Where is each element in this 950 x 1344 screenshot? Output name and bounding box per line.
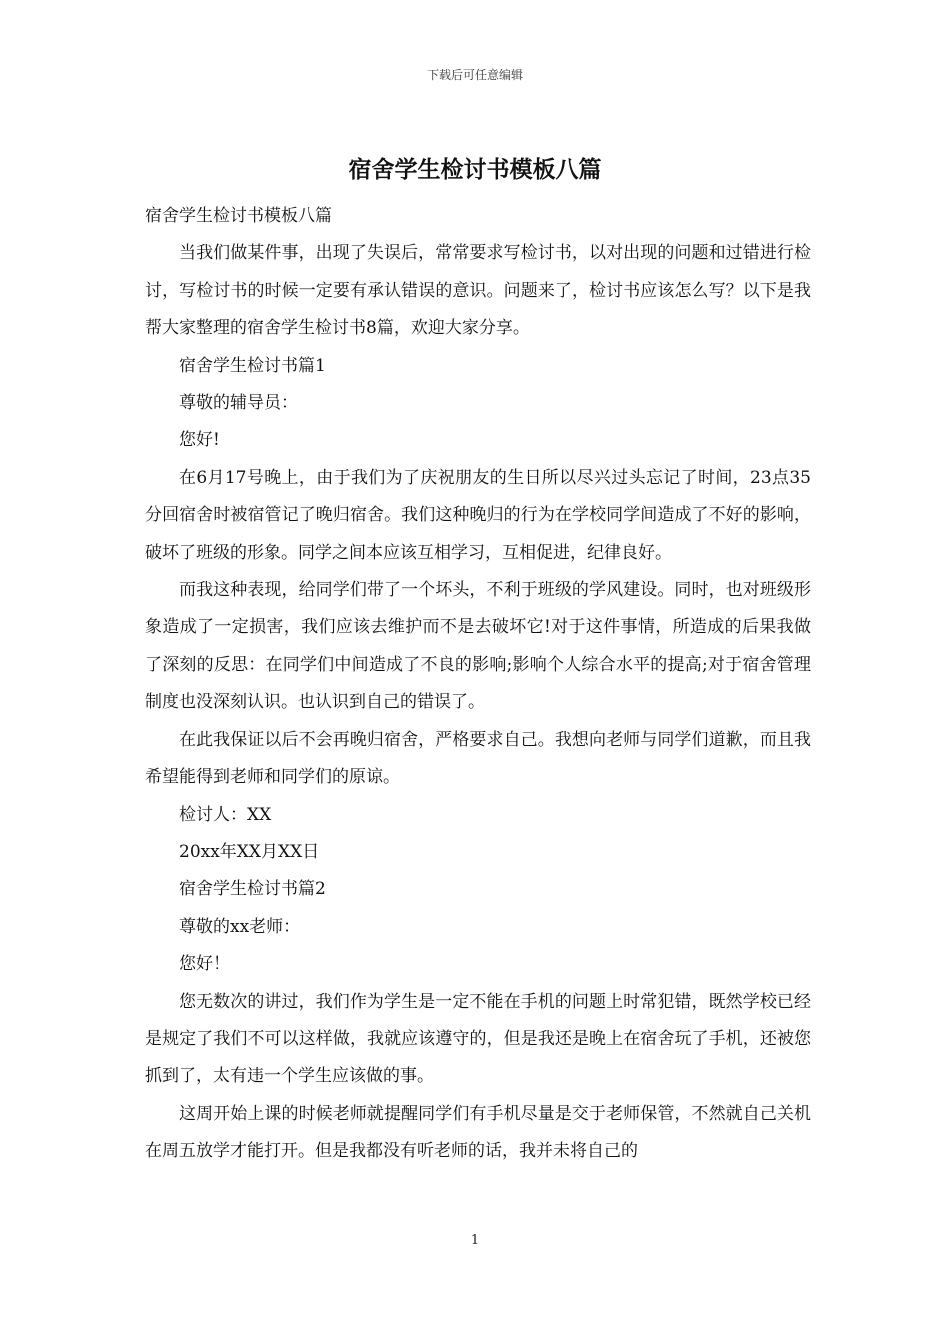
section-heading-2: 宿舍学生检讨书篇2 <box>179 879 326 900</box>
salutation-2: 尊敬的xx老师： <box>179 916 301 937</box>
greeting-2: 您好！ <box>179 954 230 975</box>
page-header-note: 下载后可任意编辑 <box>426 68 523 82</box>
greeting-1: 您好! <box>179 430 220 451</box>
paragraph-body: 而我这种表现，给同学们带了一个坏头，不利于班级的学风建设。同时，也对班级形象造成了一定损害，我们应该去维护而不是去破坏它!对于这件事情，所造成的后果我做了深刻的反思：在同学们中间造成了不良的影响;影响个人综合水平的提高;对于宿舍管理制度也没深刻认识。也认识到自己的错误了。 <box>145 580 811 713</box>
page-number: 1 <box>470 1233 480 1248</box>
salutation-1: 尊敬的辅导员： <box>179 393 298 414</box>
paragraph-subtitle: 宿舍学生检讨书模板八篇 <box>145 206 332 226</box>
paragraph-body: 您无数次的讲过，我们作为学生是一定不能在手机的问题上时常犯错，既然学校已经是规定了我们不可以这样做，我就应该遵守的，但是我还是晚上在宿舍玩了手机，还被您抓到了，太有违一个学生应该做的事。 <box>145 991 811 1087</box>
signature-line: 检讨人：XX <box>179 804 272 825</box>
date-line: 20xx年XX月XX日 <box>179 841 320 862</box>
paragraph-body: 在此我保证以后不会再晚归宿舍，严格要求自己。我想向老师与同学们道歉，而且我希望能得到老师和同学们的原谅。 <box>145 729 811 788</box>
paragraph-body: 这周开始上课的时候老师就提醒同学们有手机尽量是交于老师保管，不然就自己关机在周五放学才能打开。但是我都没有听老师的话，我并未将自己的 <box>145 1103 811 1162</box>
paragraph-intro: 当我们做某件事，出现了失误后，常常要求写检讨书，以对出现的问题和过错进行检讨，写检讨书的时候一定要有承认错误的意识。问题来了，检讨书应该怎么写？以下是我帮大家整理的宿舍学生检讨书8篇，欢迎大家分享。 <box>145 243 811 339</box>
section-heading-1: 宿舍学生检讨书篇1 <box>179 355 326 376</box>
document-title: 宿舍学生检讨书模板八篇 <box>348 156 602 183</box>
document-body <box>145 198 811 1171</box>
paragraph-body: 在6月17号晚上，由于我们为了庆祝朋友的生日所以尽兴过头忘记了时间，23点35分回宿舍时被宿管记了晚归宿舍。我们这种晚归的行为在学校同学间造成了不好的影响，破坏了班级的形象。同学之间本应该互相学习，互相促进，纪律良好。 <box>145 467 811 563</box>
